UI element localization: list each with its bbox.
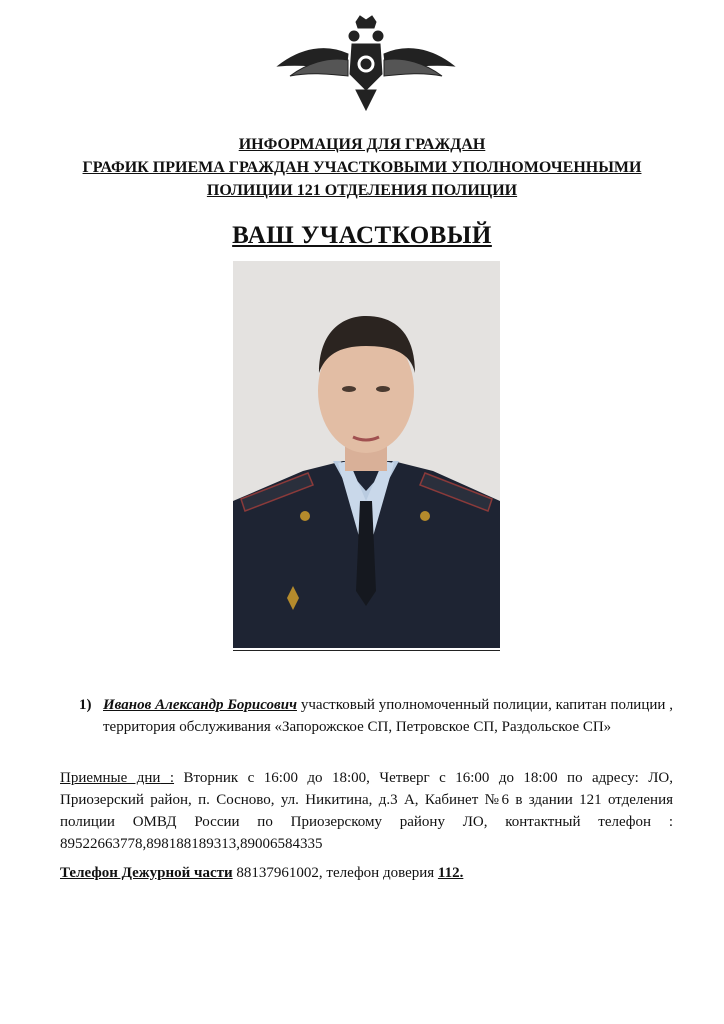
reception-text: Вторник с 16:00 до 18:00, Четверг с 16:00 до 18:00 по адресу: ЛО, Приозерский район, п. Сосново, ул. Никитина, д.3 А, Кабинет №6 в здании 121 отделения полиции ОМВД России по Приозерскому району ЛО, контактный телефон : 89522663778,898188189313,89006584335 (60, 770, 673, 852)
reception-label-colon: : (160, 770, 175, 786)
duty-phone: 88137961002, телефон доверия (232, 865, 438, 881)
photo-divider (233, 650, 500, 651)
page-title: ВАШ УЧАСТКОВЫЙ (232, 222, 492, 249)
officer-description: участковый уполномоченный полиции, капитан полиции (296, 697, 666, 713)
header-line-1: ИНФОРМАЦИЯ ДЛЯ ГРАЖДАН (238, 136, 486, 153)
police-emblem-icon (276, 14, 456, 114)
list-number: 1) (79, 697, 92, 713)
officer-description-tail: , территория обслуживания «Запорожское СП, Петровское СП, Раздольское СП» (103, 697, 674, 735)
officer-name: Иванов Александр Борисович (103, 697, 297, 713)
header-line-3: ПОЛИЦИИ 121 ОТДЕЛЕНИЯ ПОЛИЦИИ (206, 182, 518, 199)
duty-label: Телефон Дежурной части (60, 865, 233, 881)
officer-photo (233, 261, 500, 648)
reception-paragraph (60, 767, 673, 855)
duty-paragraph (60, 862, 673, 884)
header-line-2: ГРАФИК ПРИЕМА ГРАЖДАН УЧАСТКОВЫМИ УПОЛНОМОЧЕННЫМИ (82, 159, 642, 176)
trust-phone: 112. (437, 865, 464, 881)
officer-paragraph (103, 694, 673, 738)
reception-label: Приемные дни (60, 770, 161, 786)
